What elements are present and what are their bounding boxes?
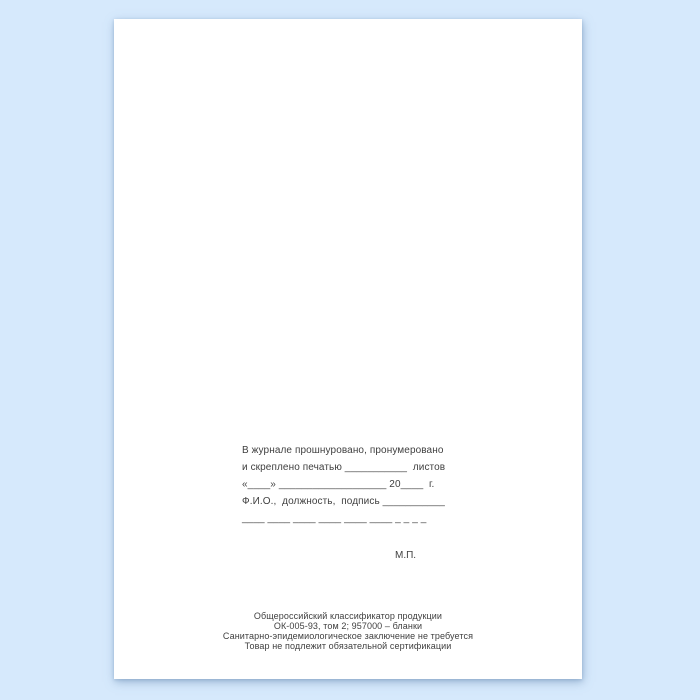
sanitary-conclusion-line: Санитарно-эпидемиологическое заключение не требуется <box>222 631 474 641</box>
name-position-signature-line: Ф.И.О., должность, подпись ___________ <box>242 496 445 507</box>
document-page <box>114 19 582 679</box>
classifier-code-line: ОК-005-93, том 2; 957000 – бланки <box>273 621 423 631</box>
date-line: «____» ___________________ 20____ г. <box>242 479 435 490</box>
footer-block <box>114 611 582 651</box>
binding-statement-line: В журнале прошнуровано, пронумеровано <box>242 445 444 456</box>
sheets-count-line: и скреплено печатью ___________ листов <box>242 462 446 473</box>
dashed-signature-line: ____ ____ ____ ____ ____ ____ _ _ _ _ <box>242 513 427 524</box>
classifier-line: Общероссийский классификатор продукции <box>253 611 443 621</box>
binding-statement-block <box>242 442 452 527</box>
certification-line: Товар не подлежит обязательной сертификации <box>244 641 452 651</box>
stamp-place-label: М.П. <box>395 550 417 561</box>
